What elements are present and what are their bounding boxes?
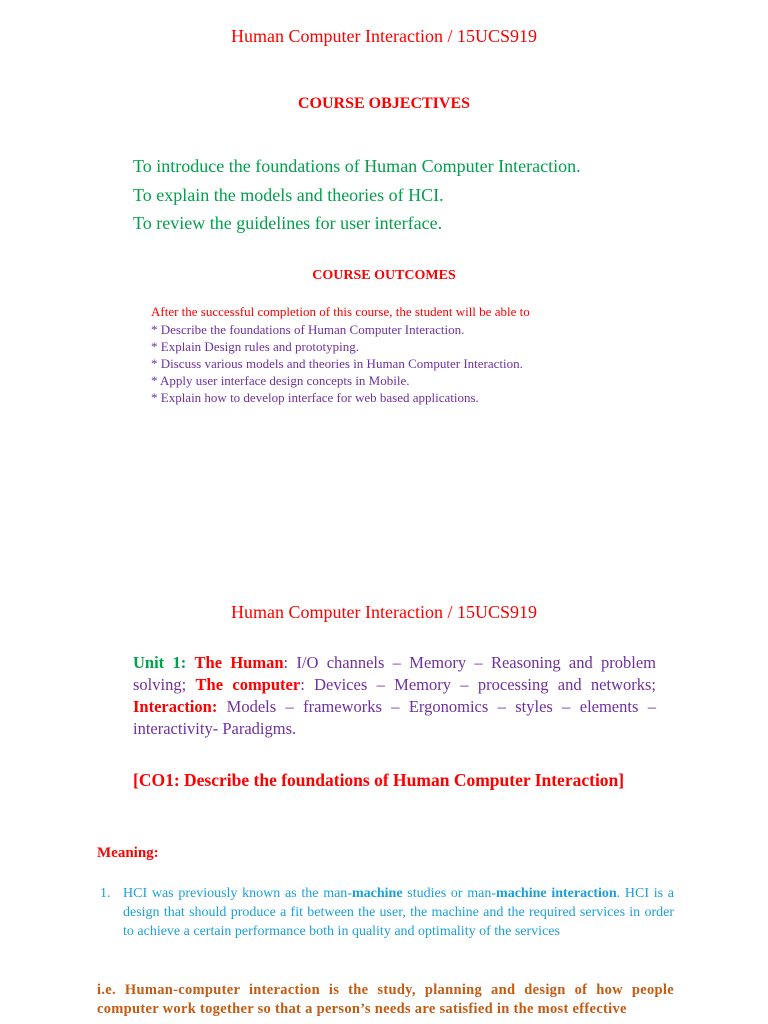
computer-text: : Devices – Memory – processing and networks; (300, 675, 657, 694)
unit-description (133, 652, 656, 740)
computer-label: The computer (195, 675, 301, 694)
list-text (123, 884, 674, 941)
outcome-item: * Apply user interface design concepts in Mobile. (151, 373, 410, 388)
outcomes-intro: After the successful completion of this course, the student will be able to (151, 304, 530, 319)
co1-statement: [CO1: Describe the foundations of Human Computer Interaction] (133, 770, 625, 790)
meaning-keyword: interaction (551, 886, 617, 901)
human-text: : I/O channels – Memory – Reasoning and problem solving; (133, 653, 657, 694)
meaning-text-part: studies or man- (402, 886, 497, 901)
objectives-list (133, 152, 581, 238)
human-label: The Human (194, 653, 284, 672)
outcome-item: * Discuss various models and theories in Human Computer Interaction. (151, 356, 523, 371)
meaning-text-part: HCI was previously known as the man- (123, 886, 352, 901)
interaction-label: Interaction: (133, 697, 218, 716)
ie-paragraph: i.e. Human-computer interaction is the study, planning and design of how people computer work together so that a person’s needs are satisfied in the most effective (97, 982, 674, 1017)
list-number: 1. (100, 886, 111, 901)
unit-label: Unit 1: (133, 653, 187, 672)
objective-item: To review the guidelines for user interface. (133, 213, 443, 233)
meaning-keyword: machine (496, 886, 547, 901)
page-title: Human Computer Interaction / 15UCS919 (231, 26, 537, 46)
outcome-item: * Explain how to develop interface for web based applications. (151, 390, 479, 405)
objective-item: To introduce the foundations of Human Computer Interaction. (133, 156, 581, 176)
list-item (100, 884, 674, 941)
meaning-keyword: machine (351, 886, 403, 901)
outcomes-heading: COURSE OUTCOMES (312, 268, 456, 283)
outcomes-list (151, 321, 523, 406)
interaction-text: Models – frameworks – Ergonomics – styles – elements – interactivity- Paradigms. (133, 697, 656, 738)
objective-item: To explain the models and theories of HCI. (133, 184, 444, 205)
outcome-item: * Explain Design rules and prototyping. (151, 339, 359, 354)
meaning-heading: Meaning: (97, 845, 159, 861)
section-title: Human Computer Interaction / 15UCS919 (231, 602, 537, 622)
objectives-heading: COURSE OBJECTIVES (297, 95, 471, 112)
meaning-text-part: . HCI is a design that should produce a fit between the user, the machine and the required services in order to achieve a certain performance both in quality and optimality of the services (123, 886, 675, 939)
outcome-item: * Describe the foundations of Human Computer Interaction. (151, 322, 465, 337)
